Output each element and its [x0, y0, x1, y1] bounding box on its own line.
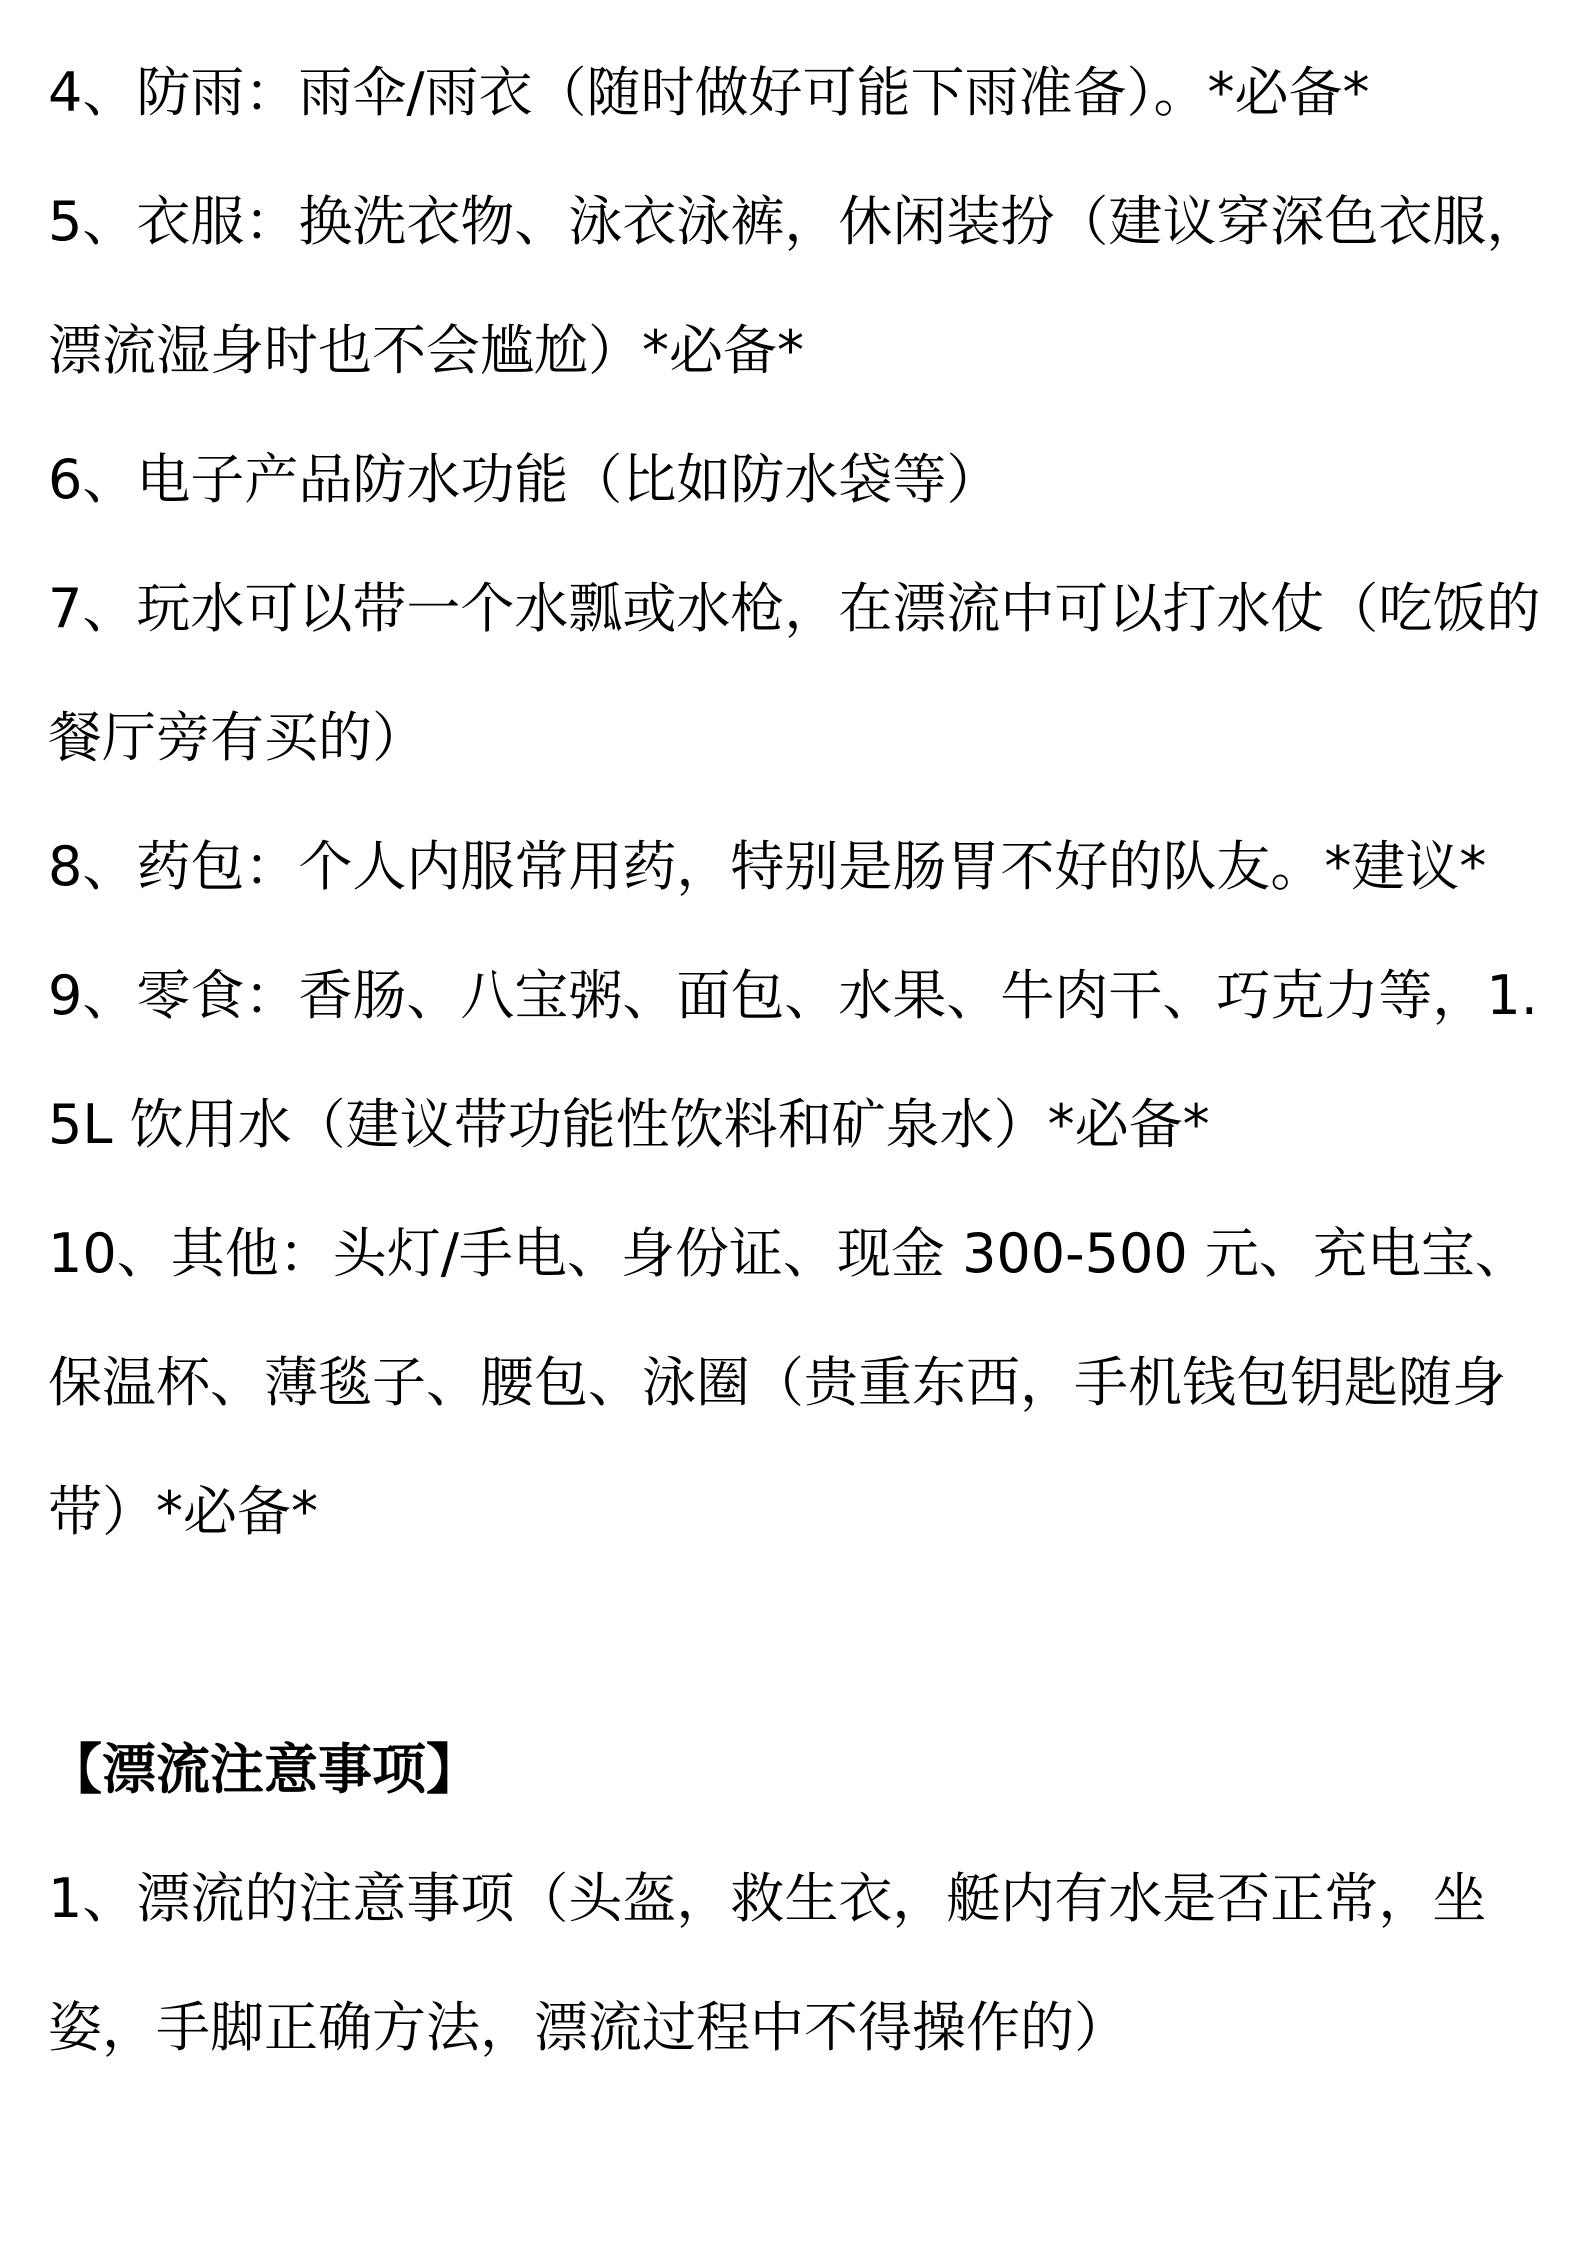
- list-item-medicine: 8、药包：个人内服常用药，特别是肠胃不好的队友。*建议*: [48, 835, 1487, 898]
- list-item-others: 10、其他：头灯/手电、身份证、现金 300-500 元、充电宝、保温杯、薄毯子、腰包、泳圈（贵重东西，手机钱包钥匙随身带）*必备*: [48, 1222, 1529, 1543]
- list-item-water-toys: 7、玩水可以带一个水瓢或水枪，在漂流中可以打水仗（吃饭的餐厅旁有买的）: [48, 577, 1541, 769]
- list-item-snacks: 9、零食：香肠、八宝粥、面包、水果、牛肉干、巧克力等，1.5L 饮用水（建议带功能性饮料和矿泉水）*必备*: [48, 964, 1538, 1156]
- document-page: [48, 28, 1543, 2092]
- section-heading: 【漂流注意事项】: [48, 1738, 480, 1801]
- list-item-rain-gear: 4、防雨：雨伞/雨衣（随时做好可能下雨准备）。*必备*: [48, 61, 1370, 124]
- note-item-rafting-precautions: 1、漂流的注意事项（头盔，救生衣，艇内有水是否正常，坐姿，手脚正确方法，漂流过程中不得操作的）: [48, 1867, 1487, 2059]
- list-item-electronics-waterproof: 6、电子产品防水功能（比如防水袋等）: [48, 448, 1001, 511]
- list-item-clothes: 5、衣服：换洗衣物、泳衣泳裤，休闲装扮（建议穿深色衣服，漂流湿身时也不会尴尬）*必备*: [48, 190, 1541, 382]
